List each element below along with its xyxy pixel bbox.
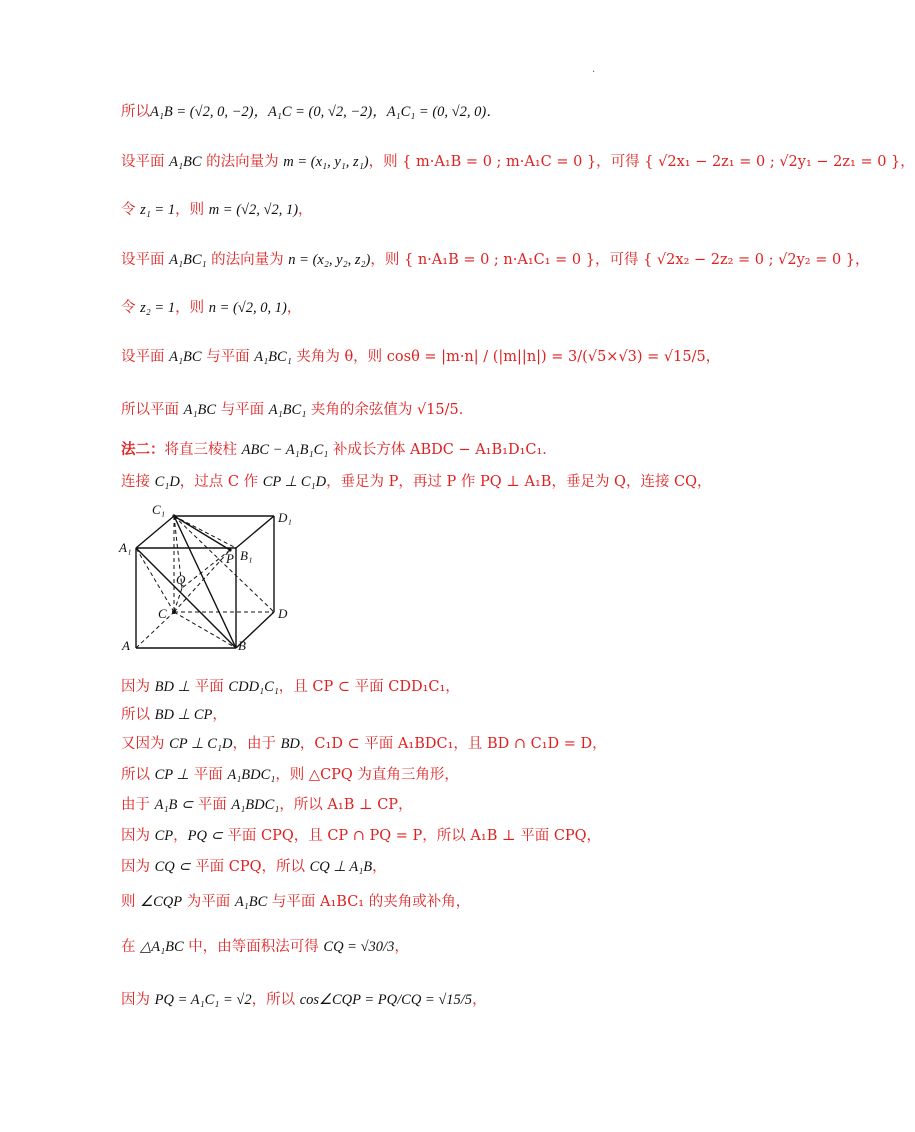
line-18-math: △A₁BC bbox=[140, 939, 184, 955]
edge-c-q bbox=[174, 588, 182, 612]
line-8-post: 补成长方体 ABDC − A₁B₁D₁C₁． bbox=[328, 442, 557, 458]
line-7 bbox=[121, 400, 473, 420]
method-two-heading: 法二： bbox=[121, 441, 165, 458]
line-19-math: PQ = A₁C₁ = √2 bbox=[154, 992, 252, 1008]
line-3 bbox=[121, 200, 313, 220]
line-19-post: ， bbox=[472, 992, 487, 1008]
line-17-math2: A₁BC bbox=[234, 894, 268, 910]
line-5-math: z₂ = 1 bbox=[140, 300, 176, 316]
line-9-post: ，垂足为 P，再过 P 作 PQ ⊥ A₁B，垂足为 Q，连接 CQ， bbox=[326, 474, 712, 490]
line-8-mid: 将直三棱柱 bbox=[164, 442, 242, 458]
line-3-post: ， bbox=[298, 202, 313, 218]
line-18-text: 在 bbox=[121, 939, 141, 955]
line-15-post: 平面 CPQ，且 CP ∩ PQ = P，所以 A₁B ⊥ 平面 CPQ， bbox=[222, 828, 602, 844]
line-10-text: 因为 bbox=[121, 679, 155, 695]
line-11-math: BD ⊥ CP bbox=[154, 707, 213, 723]
line-9-text: 连接 bbox=[121, 474, 155, 490]
line-11 bbox=[121, 705, 227, 725]
line-7-text: 所以平面 bbox=[121, 402, 184, 418]
label-q: Q bbox=[176, 572, 186, 587]
line-19-math2: cos∠CQP = PQ/CQ = √15/5 bbox=[299, 992, 473, 1008]
line-18-post: ， bbox=[394, 939, 409, 955]
edge-a1-b bbox=[136, 548, 236, 648]
label-c: C bbox=[158, 606, 167, 621]
line-15-math: CP bbox=[154, 828, 174, 844]
line-18 bbox=[121, 937, 409, 957]
line-14 bbox=[121, 795, 413, 815]
line-15-math2: PQ ⊂ bbox=[187, 828, 223, 844]
line-6-text: 设平面 bbox=[121, 349, 170, 365]
line-17-post: 与平面 A₁BC₁ 的夹角或补角， bbox=[267, 894, 471, 910]
line-17-mid: 为平面 bbox=[182, 894, 235, 910]
edge-p-q bbox=[182, 550, 230, 588]
line-9 bbox=[121, 472, 712, 492]
line-14-math2: A₁BDC₁ bbox=[231, 797, 280, 813]
line-19 bbox=[121, 990, 487, 1010]
cuboid-figure bbox=[118, 500, 298, 653]
line-8 bbox=[121, 440, 557, 460]
line-10-math: BD ⊥ bbox=[154, 679, 191, 695]
line-18-mid: 中，由等面积法可得 bbox=[183, 939, 324, 955]
edge-a-c bbox=[136, 612, 174, 648]
line-7-mid: 与平面 bbox=[216, 402, 269, 418]
line-2 bbox=[121, 152, 915, 172]
line-18-math2: CQ = √30/3 bbox=[323, 939, 395, 955]
line-4 bbox=[121, 250, 870, 270]
line-4-text: 设平面 bbox=[121, 252, 170, 268]
point-c bbox=[172, 610, 176, 614]
line-2-math: A₁BC bbox=[169, 154, 202, 170]
line-2-post: ，则 { m·A₁B = 0 ; m·A₁C = 0 }，可得 { √2x₁ − 2z₁ = 0 ; √2y₁ − 2z₁ = 0 }， bbox=[368, 154, 915, 170]
edge-c1-d bbox=[174, 516, 274, 612]
line-9-math: C₁D bbox=[154, 474, 180, 490]
line-15-mid: ， bbox=[173, 828, 188, 844]
line-17-text: 则 bbox=[121, 894, 141, 910]
line-14-post: ，所以 A₁B ⊥ CP， bbox=[279, 797, 413, 813]
line-1-text: 所以 bbox=[121, 104, 150, 120]
line-10-math2: CDD₁C₁ bbox=[228, 679, 279, 695]
label-d: D bbox=[278, 606, 288, 621]
line-16 bbox=[121, 857, 387, 877]
label-a: A bbox=[122, 638, 130, 653]
label-a1: A₁ bbox=[119, 540, 132, 555]
line-7-math2: A₁BC₁ bbox=[268, 402, 307, 418]
line-12-math: CP ⊥ C₁D bbox=[169, 736, 233, 752]
line-6-post: 夹角为 θ，则 cosθ = |m·n| / (|m||n|) = 3/(√5×√3) = √15/5， bbox=[291, 349, 721, 365]
line-5-text: 令 bbox=[121, 300, 141, 316]
line-5-mid: ，则 bbox=[175, 300, 209, 316]
line-12-math2: BD bbox=[280, 736, 300, 752]
line-10 bbox=[121, 677, 460, 697]
line-3-math: z₁ = 1 bbox=[140, 202, 176, 218]
label-c1: C₁ bbox=[152, 502, 166, 517]
line-11-text: 所以 bbox=[121, 707, 155, 723]
line-14-mid: 平面 bbox=[193, 797, 232, 813]
line-16-post: ， bbox=[372, 859, 387, 875]
line-2-mid: 的法向量为 bbox=[201, 154, 284, 170]
line-13-mid: 平面 bbox=[189, 767, 228, 783]
line-3-mid: ，则 bbox=[175, 202, 209, 218]
line-16-mid: 平面 CPQ，所以 bbox=[190, 859, 310, 875]
line-13-post: ，则 △CPQ 为直角三角形， bbox=[275, 767, 459, 783]
line-13 bbox=[121, 765, 459, 785]
line-4-math: A₁BC₁ bbox=[169, 252, 207, 268]
edge-b1-d1 bbox=[236, 516, 274, 548]
line-3-math2: m = (√2, √2, 1) bbox=[208, 202, 299, 218]
point-c1 bbox=[172, 514, 175, 517]
line-15-text: 因为 bbox=[121, 828, 155, 844]
line-5-post: ， bbox=[286, 300, 302, 316]
line-5-math2: n = (√2, 0, 1) bbox=[208, 300, 287, 316]
line-12 bbox=[121, 734, 607, 754]
line-11-post: ， bbox=[212, 707, 227, 723]
edge-a1-c1 bbox=[136, 516, 174, 548]
line-13-math2: A₁BDC₁ bbox=[227, 767, 276, 783]
line-9-math2: CP ⊥ C₁D bbox=[262, 474, 327, 490]
line-2-text: 设平面 bbox=[121, 154, 170, 170]
line-14-math: A₁B ⊂ bbox=[154, 797, 194, 813]
line-1-math: A₁B = (√2, 0, −2)，A₁C = (0, √2, −2)，A₁C₁ = (0, √2, 0)． bbox=[150, 104, 501, 120]
line-4-mid: 的法向量为 bbox=[206, 252, 289, 268]
line-6-math2: A₁BC₁ bbox=[254, 349, 292, 365]
line-12-mid: ，由于 bbox=[232, 736, 281, 752]
line-15 bbox=[121, 826, 601, 846]
line-2-math2: m = (x₁, y₁, z₁) bbox=[283, 154, 369, 170]
line-12-post: ，C₁D ⊂ 平面 A₁BDC₁，且 BD ∩ C₁D = D， bbox=[299, 736, 607, 752]
line-16-math: CQ ⊂ bbox=[154, 859, 191, 875]
line-6-math: A₁BC bbox=[169, 349, 202, 365]
line-16-math2: CQ ⊥ A₁B bbox=[309, 859, 373, 875]
line-7-math: A₁BC bbox=[183, 402, 217, 418]
line-10-post: ，且 CP ⊂ 平面 CDD₁C₁， bbox=[278, 679, 460, 695]
line-9-mid: ，过点 C 作 bbox=[179, 474, 263, 490]
line-17-math: ∠CQP bbox=[140, 894, 183, 910]
line-4-math2: n = (x₂, y₂, z₂) bbox=[288, 252, 371, 268]
line-13-math: CP ⊥ bbox=[154, 767, 190, 783]
label-p: P bbox=[226, 551, 234, 566]
line-8-math2: ABC − A₁B₁C₁ bbox=[241, 442, 329, 458]
label-b1: B₁ bbox=[240, 548, 253, 563]
line-16-text: 因为 bbox=[121, 859, 155, 875]
line-3-text: 令 bbox=[121, 202, 141, 218]
line-13-text: 所以 bbox=[121, 767, 155, 783]
line-6-mid: 与平面 bbox=[201, 349, 255, 365]
line-10-mid: 平面 bbox=[190, 679, 229, 695]
line-14-text: 由于 bbox=[121, 797, 155, 813]
line-1 bbox=[121, 102, 501, 122]
corner-mark: . bbox=[592, 64, 596, 75]
label-b: B bbox=[238, 638, 246, 653]
line-17 bbox=[121, 892, 470, 912]
line-12-text: 又因为 bbox=[121, 736, 170, 752]
line-5 bbox=[121, 298, 301, 318]
line-19-mid: ，所以 bbox=[251, 992, 300, 1008]
line-6 bbox=[121, 347, 720, 367]
line-7-post: 夹角的余弦值为 √15/5． bbox=[306, 402, 474, 418]
line-4-post: ，则 { n·A₁B = 0 ; n·A₁C₁ = 0 }，可得 { √2x₂ − 2z₂ = 0 ; √2y₂ = 0 }， bbox=[370, 252, 870, 268]
line-19-text: 因为 bbox=[121, 992, 155, 1008]
edge-c1-b1 bbox=[174, 516, 236, 548]
label-d1: D₁ bbox=[278, 510, 292, 525]
